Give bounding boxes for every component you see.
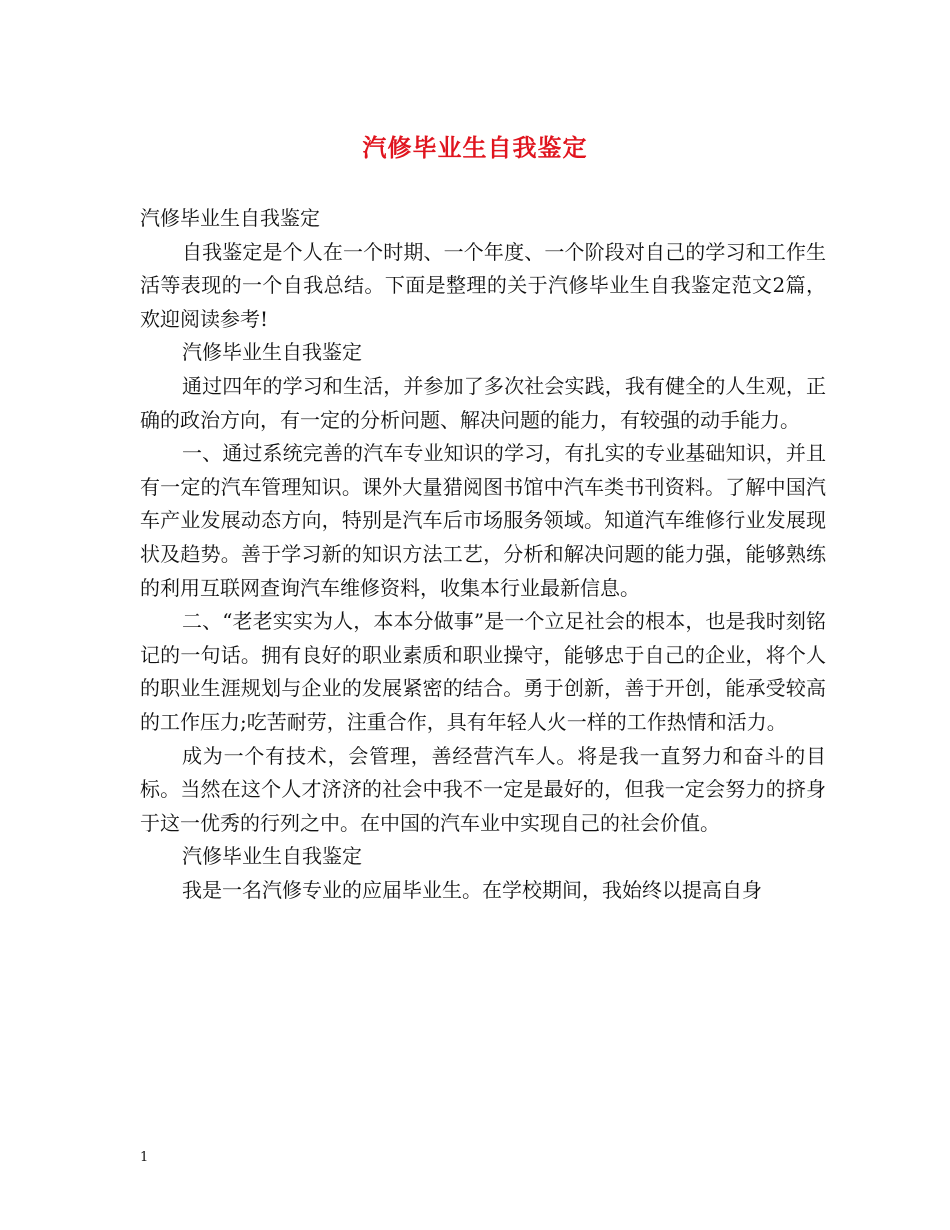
paragraph-subheading: 汽修毕业生自我鉴定 [182, 844, 362, 869]
paragraph: 我是一名汽修专业的应届毕业生。在学校期间，我始终以提高自身 [182, 877, 762, 902]
paragraph-subheading: 汽修毕业生自我鉴定 [182, 340, 362, 365]
paragraph: 通过四年的学习和生活，并参加了多次社会实践，我有健全的人生观，正确的政治方向，有一定的分析问题、解决问题的能力，有较强的动手能力。 [140, 373, 826, 432]
document-body [140, 202, 826, 907]
paragraph-intro: 自我鉴定是个人在一个时期、一个年度、一个阶段对自己的学习和工作生活等表现的一个自我总结。下面是整理的关于汽修毕业生自我鉴定范文2篇，欢迎阅读参考! [140, 239, 826, 331]
paragraph: 二、“老老实实为人，本本分做事”是一个立足社会的根本，也是我时刻铭记的一句话。拥有良好的职业素质和职业操守，能够忠于自己的企业，将个人的职业生涯规划与企业的发展紧密的结合。勇于创新，善于开创，能承受较高的工作压力;吃苦耐劳，注重合作，具有年轻人火一样的工作热情和活力。 [140, 609, 826, 734]
paragraph-heading: 汽修毕业生自我鉴定 [140, 206, 320, 230]
paragraph: 成为一个有技术，会管理，善经营汽车人。将是我一直努力和奋斗的目标。当然在这个人才济济的社会中我不一定是最好的，但我一定会努力的挤身于这一优秀的行列之中。在中国的汽车业中实现自己的社会价值。 [140, 743, 826, 835]
page-number: 1 [140, 1150, 149, 1165]
paragraph: 一、通过系统完善的汽车专业知识的学习，有扎实的专业基础知识，并且有一定的汽车管理知识。课外大量猎阅图书馆中汽车类书刊资料。了解中国汽车产业发展动态方向，特别是汽车后市场服务领域。知道汽车维修行业发展现状及趋势。善于学习新的知识方法工艺，分析和解决问题的能力强，能够熟练的利用互联网查询汽车维修资料，收集本行业最新信息。 [140, 441, 826, 600]
document-title: 汽修毕业生自我鉴定 [362, 133, 588, 162]
